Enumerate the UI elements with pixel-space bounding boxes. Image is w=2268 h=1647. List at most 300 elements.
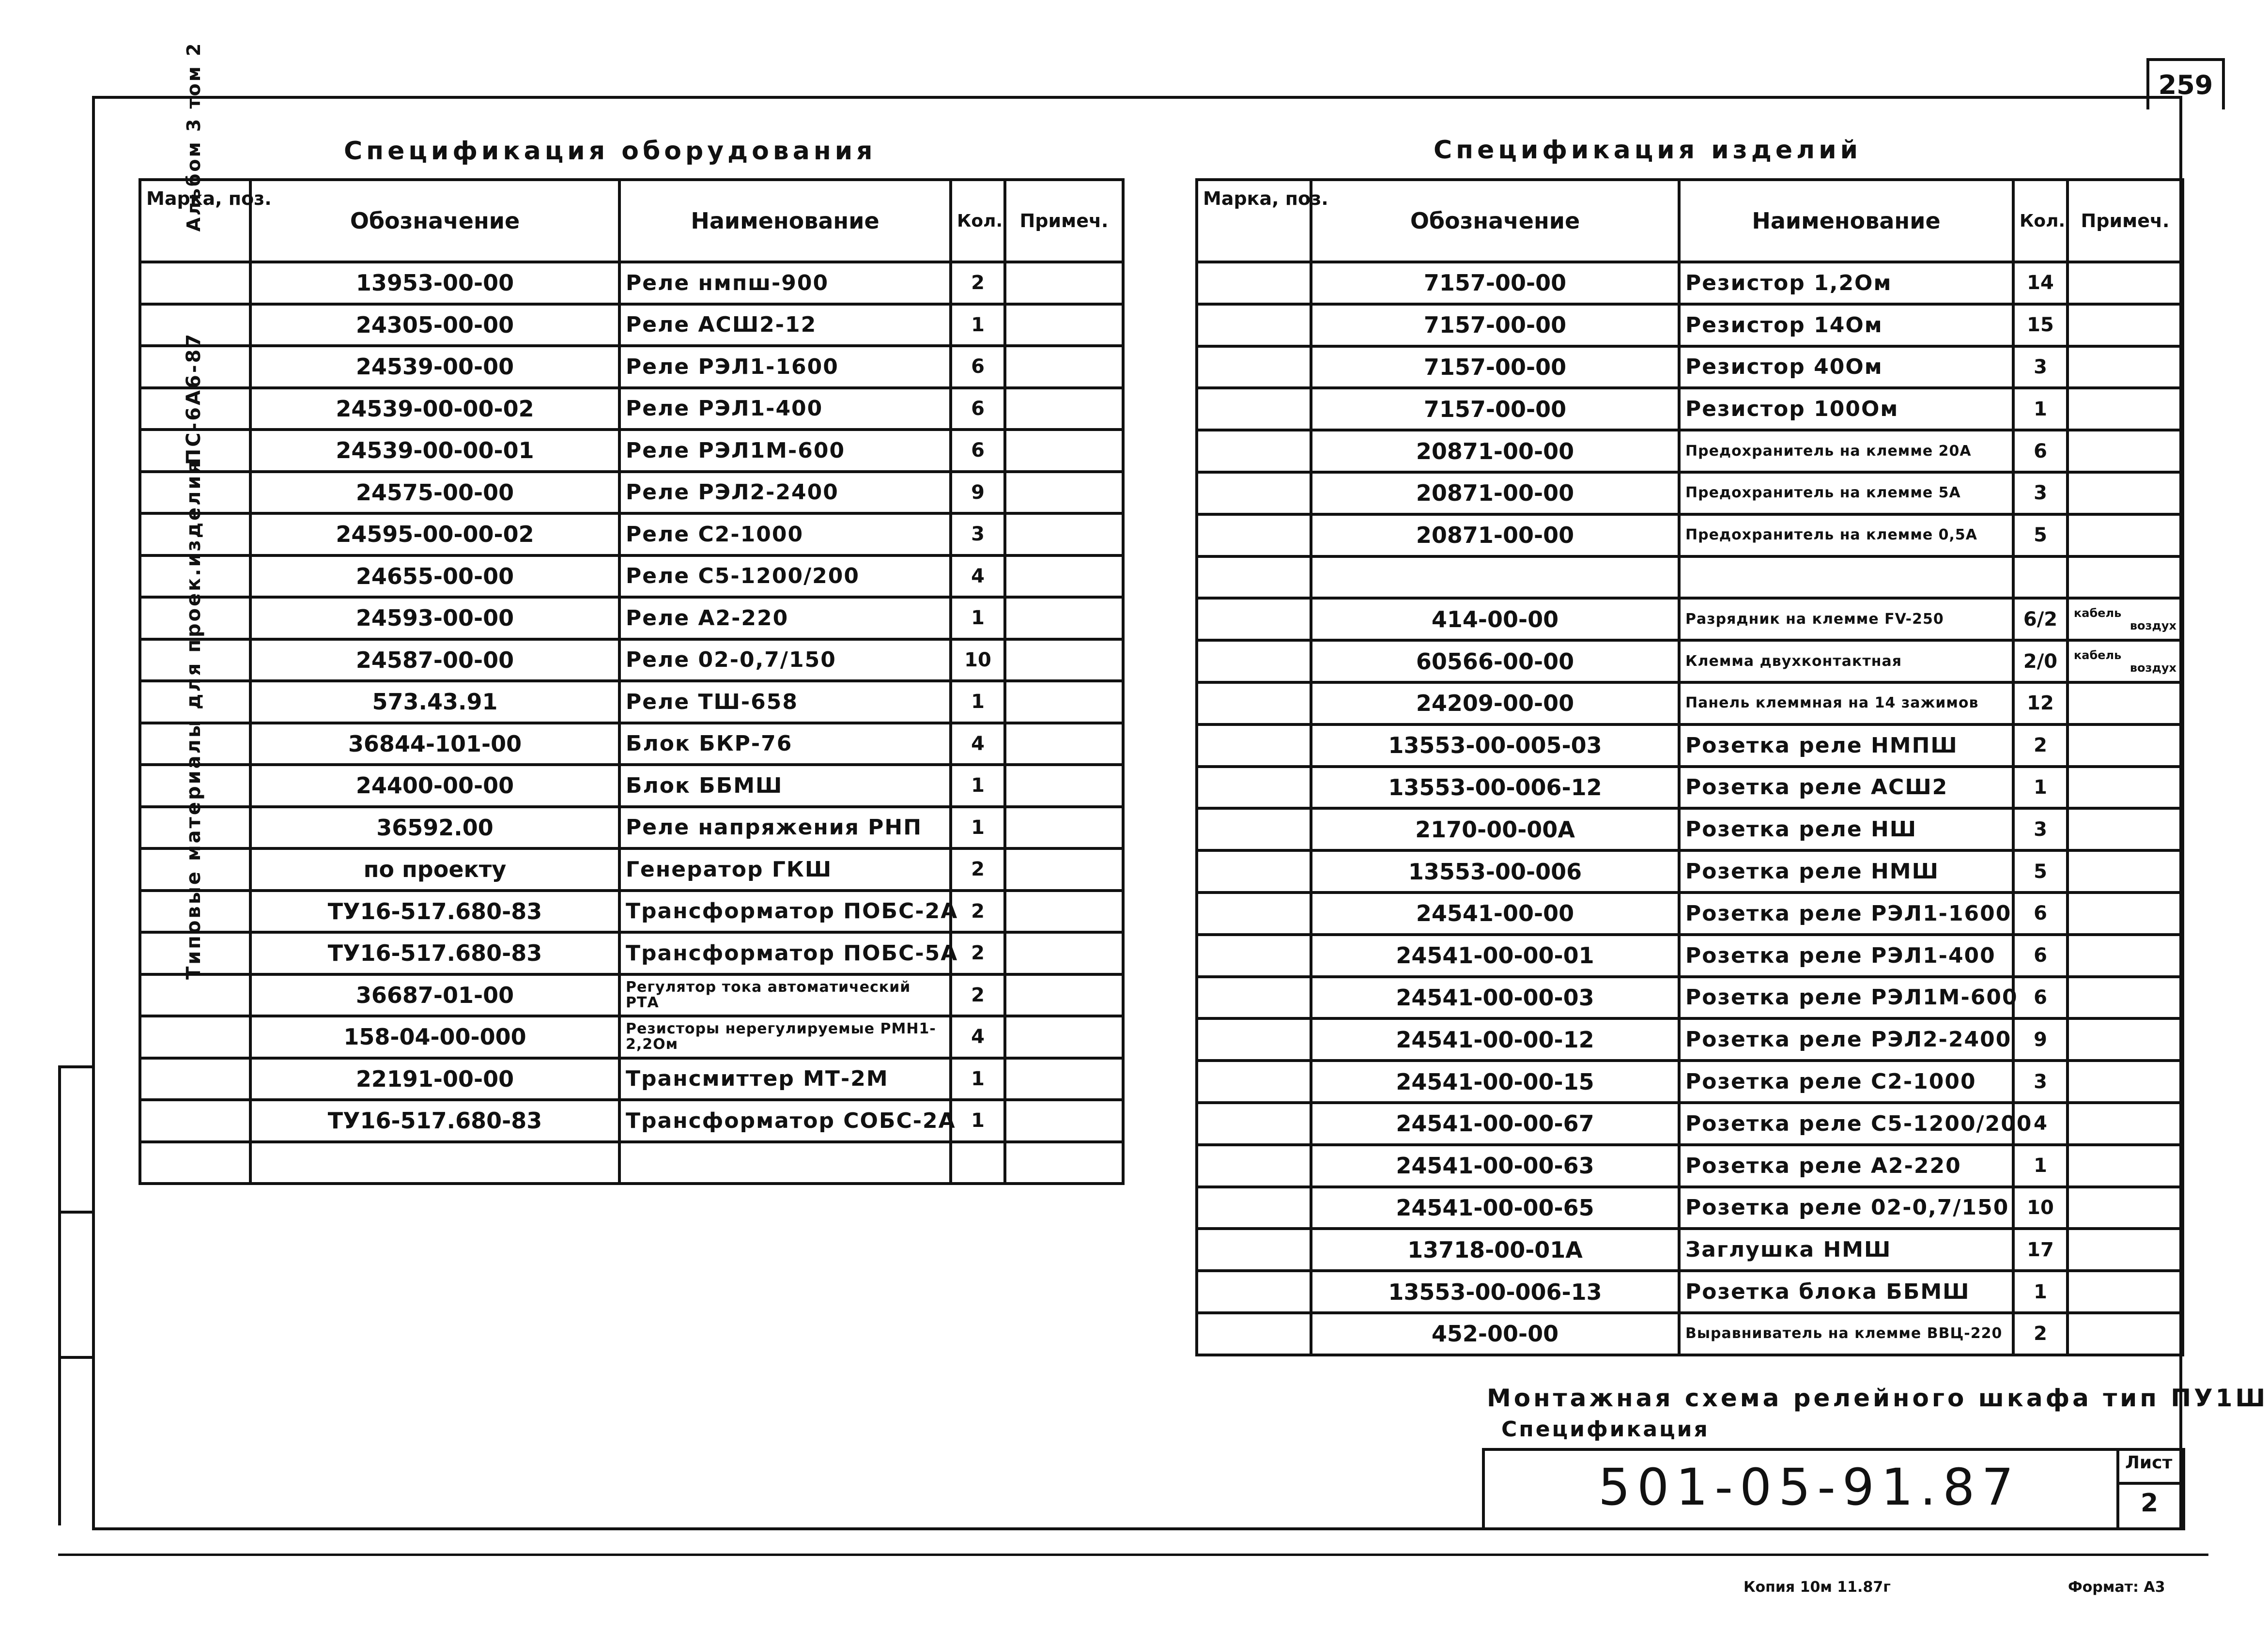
table-row [1197,1061,2183,1103]
table-row [1197,850,2183,893]
cell-mark [140,1100,250,1142]
cell-designation: 24541-00-00-01 [1311,935,1679,977]
cell-name: Трансформатор СОБС-2А [619,1100,951,1142]
footer-copy: Копия 10м 11.87г [1743,1579,1891,1596]
header-name: Наименование [1679,180,2013,262]
cell-qty: 2 [951,932,1005,974]
cell-designation: 24539-00-00-01 [250,430,619,472]
sheet-value: 2 [2141,1489,2159,1518]
table-row [140,639,1123,681]
cell-note [2067,304,2183,346]
cell-name: Заглушка НМШ [1679,1229,2013,1271]
cell-note [2067,1271,2183,1313]
table-row [140,513,1123,555]
table-row [1197,640,2183,682]
cell-designation: 24539-00-00 [250,346,619,388]
table-row [1197,1103,2183,1145]
header-mark: Марка, поз. [140,180,250,262]
cell-name: Трансмиттер МТ-2М [619,1058,951,1100]
cell-designation: 24595-00-00-02 [250,513,619,555]
cell-mark [140,262,250,304]
cell-qty [2013,556,2067,599]
cell-name: Трансформатор ПОБС-5А [619,932,951,974]
table-row [140,555,1123,598]
cell-note [1005,472,1123,514]
cell-note [1005,765,1123,807]
cell-mark [1197,388,1311,430]
table-row [1197,977,2183,1019]
cell-note [2067,556,2183,599]
cell-name [619,1142,951,1184]
cell-designation: 24593-00-00 [250,597,619,639]
cell-note [2067,977,2183,1019]
cell-qty: 2 [2013,1313,2067,1355]
cell-note [2067,430,2183,472]
table-row [140,1058,1123,1100]
cell-designation: 24541-00-00-67 [1311,1103,1679,1145]
cell-mark [1197,1271,1311,1313]
table-row [1197,556,2183,599]
cell-designation [250,1142,619,1184]
cell-qty: 4 [951,1016,1005,1058]
cell-name: Клемма двухконтактная [1679,640,2013,682]
cell-mark [140,513,250,555]
cell-name: Розетка реле С5-1200/200 [1679,1103,2013,1145]
cell-designation: 13718-00-01А [1311,1229,1679,1271]
cell-designation: 24587-00-00 [250,639,619,681]
cell-note [1005,1058,1123,1100]
cell-note [2067,1187,2183,1229]
note-top: кабель [2074,648,2122,662]
cell-note [2067,808,2183,850]
cell-qty: 6 [2013,935,2067,977]
cell-mark [1197,514,1311,556]
cell-qty: 2 [951,891,1005,933]
sheet-number: 259 [2146,58,2225,109]
cell-note [2067,388,2183,430]
cell-note [1005,388,1123,430]
cell-mark [1197,724,1311,767]
cell-qty: 9 [2013,1018,2067,1061]
cell-name: Реле РЭЛ1-400 [619,388,951,430]
table-row [140,262,1123,304]
cell-designation: 24305-00-00 [250,304,619,346]
cell-note [2067,682,2183,724]
cell-designation: 2170-00-00А [1311,808,1679,850]
cell-designation: 24541-00-00-65 [1311,1187,1679,1229]
cell-mark [1197,850,1311,893]
cell-name: Регулятор тока автоматический РТА [619,974,951,1016]
header-designation: Обозначение [250,180,619,262]
cell-designation: ТУ16-517.680-83 [250,1100,619,1142]
cell-qty: 5 [2013,850,2067,893]
cell-designation: ТУ16-517.680-83 [250,891,619,933]
table-row [1197,388,2183,430]
table-row [1197,767,2183,809]
cell-note [1005,891,1123,933]
cell-note [1005,597,1123,639]
cell-mark [140,974,250,1016]
frame-left-edge [92,96,95,1527]
side-strip-line [58,1065,61,1525]
cell-name: Резистор 1,2Ом [1679,262,2013,304]
cell-name: Розетка реле НМШ [1679,850,2013,893]
table-row [1197,1229,2183,1271]
cell-qty: 1 [2013,1271,2067,1313]
cell-designation: 13553-00-006-12 [1311,767,1679,809]
table-row [1197,893,2183,935]
cell-mark [140,597,250,639]
cell-note [1005,513,1123,555]
cell-note [1005,639,1123,681]
cell-designation: 24541-00-00-15 [1311,1061,1679,1103]
cell-designation: 60566-00-00 [1311,640,1679,682]
table-row [140,891,1123,933]
cell-name: Розетка реле АСШ2 [1679,767,2013,809]
cell-note [2067,767,2183,809]
cell-qty [951,1142,1005,1184]
cell-name: Блок ББМШ [619,765,951,807]
cell-mark [140,891,250,933]
cell-qty: 14 [2013,262,2067,304]
cell-mark [140,681,250,723]
cell-note [1005,848,1123,891]
cell-note [2067,1061,2183,1103]
table-row [1197,1018,2183,1061]
table-row [140,346,1123,388]
table-row [140,1100,1123,1142]
cell-name: Розетка реле 02-0,7/150 [1679,1187,2013,1229]
cell-qty: 1 [951,807,1005,849]
cell-note [1005,430,1123,472]
cell-note [1005,1100,1123,1142]
cell-mark [1197,598,1311,640]
cell-qty: 6 [2013,893,2067,935]
cell-designation: 24541-00-00-12 [1311,1018,1679,1061]
cell-mark [1197,935,1311,977]
cell-qty: 4 [951,555,1005,598]
cell-note [1005,304,1123,346]
table-row [140,1016,1123,1058]
cell-name: Предохранитель на клемме 5А [1679,472,2013,514]
cell-designation: 36592.00 [250,807,619,849]
side-project-label: ПС-6А6-87 [183,332,205,465]
header-qty: Кол. [2013,180,2067,262]
cell-note [2067,850,2183,893]
cell-mark [1197,1061,1311,1103]
side-strip-sep-3 [58,1356,95,1359]
cell-mark [1197,1229,1311,1271]
cell-qty: 2 [951,262,1005,304]
side-strip-sep-2 [58,1211,95,1214]
cell-designation [1311,556,1679,599]
cell-qty: 12 [2013,682,2067,724]
cell-designation: 13953-00-00 [250,262,619,304]
bottom-trim-line [58,1554,2208,1556]
cell-qty: 6 [951,388,1005,430]
cell-designation: 24541-00-00 [1311,893,1679,935]
table-row [140,765,1123,807]
cell-qty: 2/0 [2013,640,2067,682]
table-row [140,388,1123,430]
cell-designation: 7157-00-00 [1311,304,1679,346]
cell-name: Реле С2-1000 [619,513,951,555]
right-table-title: Спецификация изделий [1434,136,1862,165]
cell-designation: 13553-00-006-13 [1311,1271,1679,1313]
table-row [140,974,1123,1016]
table-row [1197,1145,2183,1187]
cell-note [2067,640,2183,682]
left-table-title: Спецификация оборудования [344,137,877,166]
cell-designation: 20871-00-00 [1311,472,1679,514]
cell-note [1005,262,1123,304]
cell-qty: 6 [2013,977,2067,1019]
cell-note [1005,346,1123,388]
cell-mark [1197,767,1311,809]
cell-mark [140,472,250,514]
cell-note [1005,723,1123,765]
cell-note [1005,807,1123,849]
cell-qty: 3 [2013,1061,2067,1103]
cell-designation: 24539-00-00-02 [250,388,619,430]
cell-name: Реле С5-1200/200 [619,555,951,598]
cell-mark [140,932,250,974]
table-row [1197,1271,2183,1313]
cell-mark [1197,430,1311,472]
table-row [1197,1187,2183,1229]
cell-note [1005,932,1123,974]
cell-note [2067,1145,2183,1187]
cell-name: Реле нмпш-900 [619,262,951,304]
cell-designation: 24541-00-00-63 [1311,1145,1679,1187]
table-row [1197,472,2183,514]
cell-note [2067,935,2183,977]
cell-qty: 1 [2013,767,2067,809]
table-row [1197,304,2183,346]
cell-mark [1197,1018,1311,1061]
cell-note [1005,555,1123,598]
cell-designation: 24209-00-00 [1311,682,1679,724]
table-row [1197,598,2183,640]
cell-designation: 7157-00-00 [1311,262,1679,304]
cell-note [2067,472,2183,514]
cell-qty: 3 [2013,346,2067,388]
header-note: Примеч. [1005,180,1123,262]
cell-designation: 22191-00-00 [250,1058,619,1100]
table-row [140,932,1123,974]
cell-mark [1197,472,1311,514]
cell-qty: 3 [2013,472,2067,514]
note-bottom: воздух [2129,618,2176,632]
cell-note [2067,724,2183,767]
cell-designation: 20871-00-00 [1311,430,1679,472]
cell-mark [140,430,250,472]
cell-designation: 36844-101-00 [250,723,619,765]
cell-designation: 13553-00-005-03 [1311,724,1679,767]
cell-note [2067,346,2183,388]
cell-mark [1197,1187,1311,1229]
table-row [1197,262,2183,304]
cell-qty: 3 [2013,808,2067,850]
cell-mark [140,807,250,849]
cell-note [2067,1229,2183,1271]
table-row [140,807,1123,849]
cell-name: Резистор 40Ом [1679,346,2013,388]
cell-mark [140,555,250,598]
drawing-subtitle: Спецификация [1501,1417,1710,1442]
cell-name: Предохранитель на клемме 20А [1679,430,2013,472]
cell-qty: 10 [2013,1187,2067,1229]
cell-name: Резисторы нерегулируемые РМН1-2,2Ом [619,1016,951,1058]
note-bottom: воздух [2129,661,2176,675]
table-row [1197,514,2183,556]
cell-name: Розетка реле С2-1000 [1679,1061,2013,1103]
header-qty: Кол. [951,180,1005,262]
cell-designation: 414-00-00 [1311,598,1679,640]
cell-mark [140,388,250,430]
cell-name: Разрядник на клемме FV-250 [1679,598,2013,640]
drawing-title: Монтажная схема релейного шкафа тип ПУ1Ш [1487,1384,2268,1412]
table-row [1197,1313,2183,1355]
cell-note [1005,1016,1123,1058]
cell-qty: 3 [951,513,1005,555]
table-row [140,723,1123,765]
table-row [1197,724,2183,767]
cell-name: Розетка реле РЭЛ2-2400 [1679,1018,2013,1061]
cell-name: Розетка реле А2-220 [1679,1145,2013,1187]
cell-mark [1197,346,1311,388]
cell-designation: 158-04-00-000 [250,1016,619,1058]
cell-qty: 1 [951,1058,1005,1100]
cell-designation: 36687-01-00 [250,974,619,1016]
cell-mark [1197,1103,1311,1145]
cell-mark [1197,556,1311,599]
cell-name: Предохранитель на клемме 0,5А [1679,514,2013,556]
cell-designation: ТУ16-517.680-83 [250,932,619,974]
cell-mark [140,1058,250,1100]
header-mark: Марка, поз. [1197,180,1311,262]
cell-designation: 573.43.91 [250,681,619,723]
cell-mark [1197,808,1311,850]
cell-note [1005,681,1123,723]
cell-mark [1197,893,1311,935]
table-row [140,472,1123,514]
cell-mark [1197,262,1311,304]
cell-qty: 6 [2013,430,2067,472]
table-row [140,681,1123,723]
cell-designation: по проекту [250,848,619,891]
cell-qty: 1 [951,597,1005,639]
cell-name: Реле РЭЛ1М-600 [619,430,951,472]
cell-mark [1197,640,1311,682]
cell-designation: 452-00-00 [1311,1313,1679,1355]
cell-mark [1197,977,1311,1019]
cell-mark [1197,1145,1311,1187]
table-row [140,304,1123,346]
side-album-label: Альбом 3 том 2 [183,41,204,232]
table-row [1197,808,2183,850]
cell-note [2067,1103,2183,1145]
side-series-label: Типовые материалы для проек.изделия [183,459,205,980]
cell-name: Розетка блока ББМШ [1679,1271,2013,1313]
cell-name: Розетка реле РЭЛ1-1600 [1679,893,2013,935]
sheet-label: Лист [2125,1453,2173,1473]
cell-name: Трансформатор ПОБС-2А [619,891,951,933]
cell-designation: 24541-00-00-03 [1311,977,1679,1019]
cell-qty: 1 [2013,388,2067,430]
cell-note [2067,514,2183,556]
equipment-spec-table [139,178,1125,1185]
cell-name: Розетка реле РЭЛ1М-600 [1679,977,2013,1019]
cell-qty: 4 [951,723,1005,765]
cell-qty: 1 [951,1100,1005,1142]
cell-designation: 7157-00-00 [1311,346,1679,388]
cell-note [1005,1142,1123,1184]
cell-note [2067,598,2183,640]
cell-name: Розетка реле НШ [1679,808,2013,850]
header-designation: Обозначение [1311,180,1679,262]
cell-name: Выравниватель на клемме ВВЦ-220 [1679,1313,2013,1355]
cell-mark [140,848,250,891]
cell-name: Панель клеммная на 14 зажимов [1679,682,2013,724]
cell-note [2067,1018,2183,1061]
cell-mark [1197,682,1311,724]
side-strip-sep-1 [58,1065,95,1068]
cell-qty: 5 [2013,514,2067,556]
cell-mark [140,1142,250,1184]
cell-name: Реле напряжения РНП [619,807,951,849]
cell-mark [140,723,250,765]
cell-name: Резистор 100Ом [1679,388,2013,430]
cell-note [2067,893,2183,935]
cell-note [2067,1313,2183,1355]
cell-name: Реле РЭЛ2-2400 [619,472,951,514]
cell-qty: 9 [951,472,1005,514]
cell-name [1679,556,2013,599]
cell-qty: 1 [951,765,1005,807]
cell-qty: 1 [951,681,1005,723]
cell-qty: 6 [951,346,1005,388]
cell-designation: 20871-00-00 [1311,514,1679,556]
cell-name: Блок БКР-76 [619,723,951,765]
cell-qty: 17 [2013,1229,2067,1271]
cell-mark [140,765,250,807]
cell-mark [140,1016,250,1058]
cell-qty: 6/2 [2013,598,2067,640]
cell-qty: 1 [2013,1145,2067,1187]
table-row [1197,346,2183,388]
cell-designation: 24575-00-00 [250,472,619,514]
cell-qty: 6 [951,430,1005,472]
footer-format: Формат: А3 [2068,1579,2165,1596]
cell-qty: 2 [951,974,1005,1016]
cell-name: Реле 02-0,7/150 [619,639,951,681]
cell-qty: 2 [2013,724,2067,767]
cell-name: Генератор ГКШ [619,848,951,891]
cell-qty: 10 [951,639,1005,681]
header-name: Наименование [619,180,951,262]
cell-designation: 7157-00-00 [1311,388,1679,430]
table-row [140,430,1123,472]
cell-name: Реле АСШ2-12 [619,304,951,346]
cell-note [1005,974,1123,1016]
header-note: Примеч. [2067,180,2183,262]
products-spec-table [1195,178,2184,1356]
table-row [140,848,1123,891]
cell-designation: 13553-00-006 [1311,850,1679,893]
cell-name: Розетка реле НМПШ [1679,724,2013,767]
cell-qty: 1 [951,304,1005,346]
